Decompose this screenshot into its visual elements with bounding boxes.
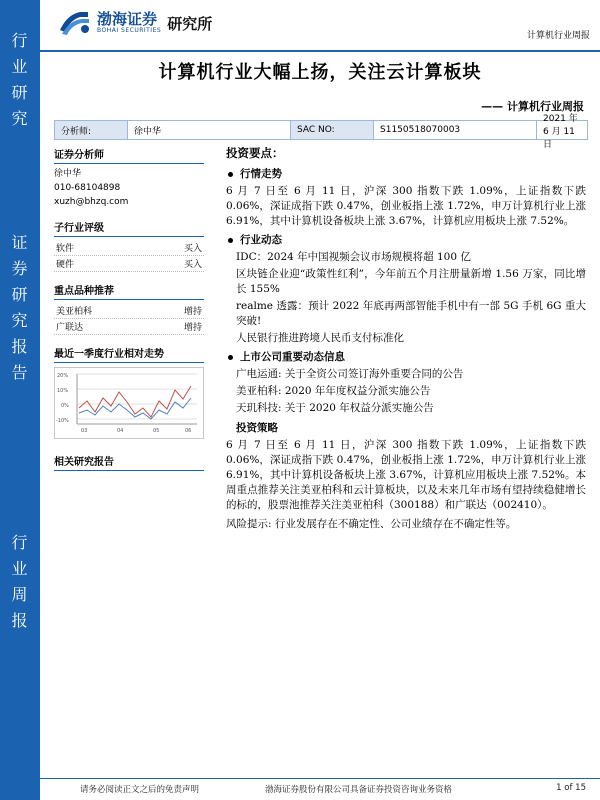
company-news-item: 天玑科技: 关于 2020 年权益分派实施公告 <box>236 402 434 414</box>
relative-performance-chart <box>54 367 204 439</box>
section-heading-company-news: 上市公司重要动态信息 <box>226 350 586 365</box>
rating-name: 硬件 <box>54 256 129 272</box>
focus-block-heading: 重点品种推荐 <box>54 282 204 300</box>
table-row <box>54 319 204 335</box>
rail-char: 业 <box>11 57 29 76</box>
sac-label: SAC NO: <box>291 121 374 139</box>
rail-char: 行 <box>11 533 29 552</box>
document-page <box>40 0 600 800</box>
main-content <box>226 146 586 534</box>
logo-company-name-en: BOHAI SECURITIES <box>97 27 162 34</box>
rail-char: 告 <box>11 363 29 382</box>
svg-text:05: 05 <box>153 428 160 434</box>
relative-performance-block <box>54 345 204 439</box>
rail-char: 报 <box>11 611 29 630</box>
industry-news-item: 区块链企业迎“政策性红利”，今年前五个月注册量新增 1.56 万家，同比增长 155% <box>236 268 586 295</box>
analyst-block-heading: 证券分析师 <box>54 146 204 164</box>
page-title: 计算机行业大幅上扬，关注云计算板块 <box>158 62 482 83</box>
header-report-type: 计算机行业周报 <box>526 31 590 41</box>
section-heading-market-trend: 行情走势 <box>226 167 586 182</box>
sub-industry-rating-block <box>54 219 204 272</box>
rail-char: 业 <box>11 559 29 578</box>
rail-char: 研 <box>11 83 29 102</box>
rail-char: 券 <box>11 259 29 278</box>
industry-news-item: IDC：2024 年中国视频会议市场规模将超 100 亿 <box>236 251 471 263</box>
market-trend-body: 6 月 7 日至 6 月 11 日，沪深 300 指数下跌 1.09%，上证指数下跌 0.06%，深证成指下跌 0.47%，创业板指上涨 1.72%，申万计算机行业上涨 6.91%，其中计算机设备板块上涨 3.67%，计算机应用板块上涨 7.52%。 <box>226 185 586 227</box>
section-heading-strategy: 投资策略 <box>236 422 278 434</box>
svg-text:06: 06 <box>185 428 192 434</box>
rail-char: 究 <box>11 109 29 128</box>
focus-table <box>54 303 204 335</box>
table-row <box>54 240 204 256</box>
logo-institute-name: 研究所 <box>167 14 213 33</box>
rating-block-heading: 子行业评级 <box>54 219 204 237</box>
rail-label-industry-weekly <box>0 530 40 634</box>
svg-text:10%: 10% <box>57 388 69 394</box>
table-row <box>54 303 204 319</box>
document-footer <box>40 778 600 795</box>
footer-disclaimer: 请务必阅读正文之后的免责声明 <box>80 785 200 795</box>
table-row <box>54 256 204 272</box>
svg-text:03: 03 <box>81 428 88 434</box>
svg-text:0%: 0% <box>61 403 69 409</box>
footer-page-number: 1 of 15 <box>556 783 586 793</box>
company-news-item: 美亚柏科: 2020 年年度权益分派实施公告 <box>236 385 431 397</box>
analyst-block-phone: 010-68104898 <box>54 183 121 193</box>
rail-label-industry-research <box>0 28 40 132</box>
rating-name: 软件 <box>54 240 129 256</box>
svg-text:20%: 20% <box>57 373 69 379</box>
analyst-info-bar <box>54 113 588 150</box>
company-news-item: 广电运通: 关于全资公司签订海外重要合同的公告 <box>236 368 464 380</box>
svg-text:04: 04 <box>117 428 124 434</box>
section-heading-industry-news: 行业动态 <box>226 233 586 248</box>
rail-char: 周 <box>11 585 29 604</box>
risk-warning: 风险提示: 行业发展存在不确定性、公司业绩存在不确定性等。 <box>226 518 517 530</box>
rail-char: 究 <box>11 311 29 330</box>
focus-value: 增持 <box>151 319 204 335</box>
analyst-label: 分析师: <box>55 121 128 139</box>
document-header <box>40 0 600 52</box>
analyst-block-email[interactable]: xuzh@bhzq.com <box>54 197 129 207</box>
report-date: 2021 年 6 月 11 日 <box>543 113 578 150</box>
rail-label-securities-research-report <box>0 230 40 386</box>
related-reports-block <box>54 453 204 471</box>
focus-name: 美亚柏科 <box>54 303 151 319</box>
focus-name: 广联达 <box>54 319 151 335</box>
rail-char: 行 <box>11 31 29 50</box>
left-rail <box>0 0 40 800</box>
rail-char: 研 <box>11 285 29 304</box>
investment-highlights-heading: 投资要点： <box>226 146 284 160</box>
bohai-logo-icon <box>58 8 92 38</box>
page-subtitle: —— 计算机行业周报 <box>481 100 584 113</box>
industry-news-item: 人民银行推进跨境人民币支付标准化 <box>236 332 404 344</box>
rail-char: 报 <box>11 337 29 356</box>
rating-table <box>54 240 204 272</box>
company-logo <box>58 8 212 38</box>
analyst-block <box>54 146 204 209</box>
strategy-body: 6 月 7 日至 6 月 11 日，沪深 300 指数下跌 1.09%，上证指数下跌 0.06%，深证成指下跌 0.47%，创业板指上涨 1.72%，申万计算机行业上涨 6.91%，其中计算机设备板块上涨 3.67%，计算机应用板块上涨 7.52%。本周重点推荐关注美亚柏科和云计算板块，以及未来几年市场有望持续稳健增长的标的，股票池推荐关注美亚柏科（300188）和广联达（002410）。 <box>226 439 586 511</box>
sac-number: S1150518070003 <box>374 121 537 139</box>
logo-company-name: 渤海证券 <box>97 10 158 28</box>
rating-value: 买入 <box>129 240 204 256</box>
industry-news-item: realme 透露：预计 2022 年底再两部智能手机中有一部 5G 手机 6G 重大突破! <box>236 300 586 327</box>
analyst-name: 徐中华 <box>128 121 291 139</box>
rail-char: 证 <box>11 233 29 252</box>
related-reports-heading: 相关研究报告 <box>54 453 204 471</box>
rating-value: 买入 <box>129 256 204 272</box>
focus-stocks-block <box>54 282 204 335</box>
focus-value: 增持 <box>151 303 204 319</box>
footer-qualification: 渤海证券股份有限公司具备证券投资咨询业务资格 <box>265 785 453 795</box>
chart-block-heading: 最近一季度行业相对走势 <box>54 345 204 363</box>
analyst-block-name: 徐中华 <box>54 169 82 179</box>
sidebar-info-column <box>54 146 204 481</box>
svg-text:-10%: -10% <box>56 418 69 424</box>
